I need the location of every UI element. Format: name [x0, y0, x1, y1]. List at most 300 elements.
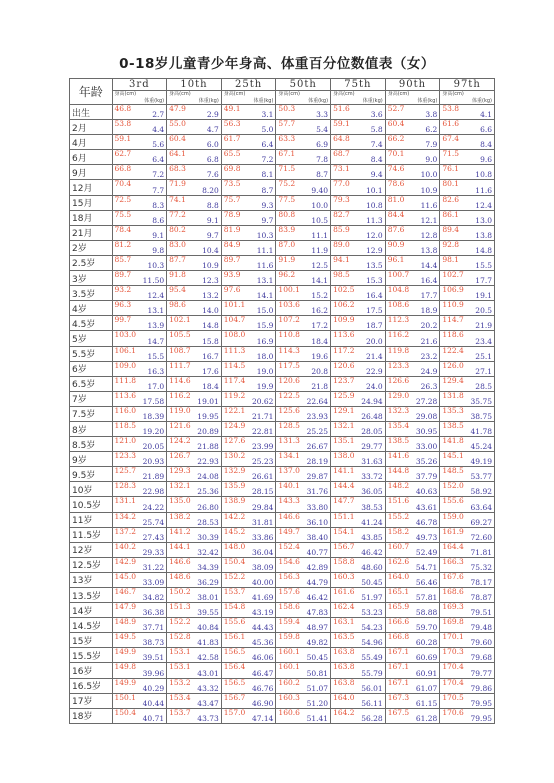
weight-value: 16.3 [147, 366, 165, 376]
weight-value: 78.17 [470, 578, 492, 587]
percentile-cell [221, 512, 276, 527]
age-cell: 出生 [70, 105, 113, 120]
table-row [70, 210, 495, 225]
height-value: 119.0 [169, 406, 191, 415]
percentile-cell [331, 482, 386, 497]
percentile-cell [276, 406, 331, 421]
percentile-cell [276, 105, 331, 120]
weight-value: 34.82 [142, 593, 165, 603]
weight-value: 27.1 [475, 366, 492, 376]
height-value: 108.0 [223, 330, 246, 340]
age-cell: 5岁 [70, 331, 113, 346]
weight-value: 43.47 [197, 698, 219, 708]
height-value: 89.7 [223, 255, 241, 264]
percentile-cell [385, 497, 440, 512]
percentile-cell [276, 708, 331, 723]
percentile-cell [331, 648, 386, 663]
percentile-cell [440, 633, 495, 648]
percentile-cell [331, 331, 386, 346]
percentile-cell [112, 633, 167, 648]
height-value: 166.8 [387, 632, 410, 642]
percentile-cell [331, 693, 386, 708]
weight-value: 28.19 [306, 457, 329, 467]
percentile-cell [440, 165, 495, 180]
percentile-cell [385, 618, 440, 633]
weight-value: 17.7 [475, 276, 492, 286]
percentile-cell [221, 165, 276, 180]
height-value: 114.7 [442, 315, 464, 325]
weight-value: 69.27 [470, 517, 492, 527]
percentile-cell [276, 331, 331, 346]
weight-value: 60.69 [415, 653, 438, 663]
age-cell: 3岁 [70, 271, 113, 286]
height-value: 154.6 [278, 557, 300, 566]
height-value: 153.7 [223, 587, 246, 596]
age-cell: 13.5岁 [70, 588, 113, 603]
height-value: 47.9 [169, 104, 186, 113]
height-value: 125.9 [333, 391, 355, 400]
table-row [70, 467, 495, 482]
height-value: 77.0 [333, 179, 350, 189]
height-value: 89.7 [114, 270, 132, 280]
weight-value: 55.79 [361, 668, 383, 678]
weight-value: 49.82 [306, 638, 329, 648]
height-value: 156.5 [223, 678, 246, 687]
percentile-cell [112, 316, 167, 331]
height-unit-label: 身高(cm) [223, 91, 246, 97]
height-unit-label: 身高(cm) [333, 91, 355, 97]
weight-value: 51.20 [306, 698, 329, 708]
height-value: 65.5 [223, 149, 241, 159]
percentile-cell [221, 255, 276, 270]
weight-value: 19.9 [256, 381, 274, 391]
percentile-cell [385, 406, 440, 421]
weight-value: 21.4 [366, 351, 383, 361]
percentile-cell [276, 240, 331, 255]
percentile-cell [112, 452, 167, 467]
percentile-cell [276, 376, 331, 391]
weight-value: 41.69 [251, 593, 274, 603]
weight-value: 3.6 [370, 110, 383, 120]
weight-value: 8.6 [152, 215, 165, 225]
weight-value: 11.1 [311, 230, 329, 240]
height-value: 61.7 [223, 134, 241, 144]
weight-value: 9.3 [261, 200, 274, 210]
weight-value: 18.4 [202, 381, 219, 391]
height-value: 162.4 [333, 602, 355, 612]
age-cell: 12岁 [70, 542, 113, 557]
weight-value: 3.8 [425, 110, 438, 120]
weight-value: 15.5 [475, 261, 492, 271]
weight-value: 38.75 [470, 411, 492, 421]
weight-value: 17.2 [311, 321, 329, 331]
percentile-cell [221, 588, 276, 603]
weight-value: 40.44 [142, 698, 165, 708]
percentile-cell [331, 557, 386, 572]
percentile-cell [440, 467, 495, 482]
height-value: 144.1 [169, 542, 191, 551]
percentile-cell [276, 467, 331, 482]
height-value: 86.1 [442, 210, 460, 219]
weight-value: 22.93 [197, 457, 219, 467]
height-value: 156.4 [223, 662, 246, 672]
percentile-cell [385, 557, 440, 572]
table-row [70, 135, 495, 150]
weight-unit-label: 体重(kg) [362, 98, 383, 104]
weight-value: 72.60 [470, 532, 492, 542]
height-value: 105.5 [169, 330, 191, 340]
weight-value: 7.8 [316, 155, 329, 165]
height-value: 153.1 [169, 662, 191, 672]
percentile-cell [112, 482, 167, 497]
height-value: 100.7 [387, 270, 410, 280]
weight-value: 8.4 [370, 155, 383, 165]
table-row [70, 376, 495, 391]
table-row [70, 240, 495, 255]
height-value: 147.9 [114, 602, 136, 612]
height-value: 96.1 [387, 255, 405, 264]
height-value: 142.2 [223, 512, 246, 521]
percentile-cell [385, 225, 440, 240]
weight-value: 58.92 [470, 487, 492, 497]
percentile-cell [276, 663, 331, 678]
weight-value: 10.8 [366, 200, 383, 210]
age-cell: 6.5岁 [70, 376, 113, 391]
percentile-cell [167, 482, 222, 497]
weight-value: 59.70 [415, 623, 438, 633]
percentile-cell [112, 678, 167, 693]
height-value: 148.9 [114, 617, 136, 627]
height-value: 158.8 [333, 557, 355, 566]
weight-value: 13.1 [256, 276, 274, 286]
percentile-cell [276, 603, 331, 618]
height-value: 60.4 [387, 119, 405, 129]
height-value: 85.9 [333, 225, 350, 234]
height-value: 161.6 [333, 587, 355, 596]
percentile-cell [440, 421, 495, 436]
percentile-cell [112, 210, 167, 225]
weight-value: 12.4 [147, 291, 165, 301]
percentile-cell [385, 361, 440, 376]
weight-value: 33.80 [306, 502, 329, 512]
height-value: 156.7 [333, 542, 355, 551]
weight-value: 41.83 [197, 638, 219, 648]
unit-subheader-row [70, 91, 495, 105]
percentile-cell [331, 391, 386, 406]
percentile-cell [276, 195, 331, 210]
percentile-cell [167, 618, 222, 633]
percentile-cell [276, 316, 331, 331]
height-value: 153.7 [169, 708, 191, 717]
weight-value: 10.0 [420, 170, 438, 180]
weight-value: 25.23 [251, 457, 274, 467]
percentile-cell [385, 678, 440, 693]
height-value: 130.2 [223, 451, 246, 461]
weight-value: 56.46 [415, 578, 438, 587]
weight-value: 2.9 [206, 110, 219, 120]
table-row [70, 497, 495, 512]
height-value: 153.1 [169, 647, 191, 657]
height-value: 78.6 [387, 179, 405, 189]
height-value: 80.2 [169, 225, 186, 234]
weight-value: 49.19 [470, 457, 492, 467]
height-value: 146.6 [278, 512, 300, 521]
height-value: 80.1 [442, 179, 460, 189]
percentile-cell [167, 452, 222, 467]
percentile-cell [167, 572, 222, 587]
height-value: 53.8 [442, 104, 460, 113]
percentile-cell [221, 105, 276, 120]
height-value: 160.1 [278, 662, 300, 672]
weight-value: 71.81 [470, 547, 492, 557]
weight-value: 8.3 [152, 200, 165, 210]
height-value: 123.3 [114, 451, 136, 461]
percentile-cell [440, 391, 495, 406]
percentile-cell [385, 180, 440, 195]
percentile-cell [385, 572, 440, 587]
height-value: 141.1 [333, 466, 355, 476]
table-row [70, 421, 495, 436]
height-value: 129.1 [333, 406, 355, 415]
height-value: 135.1 [333, 436, 355, 446]
percentile-cell [440, 210, 495, 225]
height-value: 89.0 [333, 240, 350, 249]
percentile-cell [167, 255, 222, 270]
weight-value: 21.9 [475, 321, 492, 331]
percentile-cell [276, 421, 331, 436]
height-value: 110.8 [278, 330, 300, 340]
age-cell: 4岁 [70, 301, 113, 316]
weight-value: 22.98 [142, 487, 165, 497]
height-value: 162.6 [387, 557, 410, 566]
height-value: 165.9 [387, 602, 410, 612]
percentile-cell [440, 618, 495, 633]
percentile-cell [167, 301, 222, 316]
percentile-cell [167, 240, 222, 255]
height-value: 117.5 [278, 361, 300, 370]
height-value: 63.3 [278, 134, 296, 144]
weight-value: 8.20 [202, 185, 219, 195]
weight-value: 79.95 [470, 713, 492, 723]
height-value: 67.4 [442, 134, 460, 144]
percentile-cell [440, 603, 495, 618]
percentile-cell [385, 452, 440, 467]
age-cell: 8岁 [70, 421, 113, 436]
percentile-cell [440, 406, 495, 421]
height-value: 97.6 [223, 285, 241, 295]
age-cell: 4.5岁 [70, 316, 113, 331]
height-value: 160.6 [278, 708, 300, 717]
weight-value: 53.77 [470, 472, 492, 482]
weight-value: 28.15 [251, 487, 274, 497]
weight-value: 13.8 [475, 230, 492, 240]
weight-value: 38.09 [251, 562, 274, 572]
weight-value: 2.7 [152, 110, 165, 120]
height-value: 157.6 [278, 587, 300, 596]
weight-value: 25.74 [142, 517, 165, 527]
percentile-cell [112, 437, 167, 452]
weight-value: 10.8 [475, 170, 492, 180]
percentile-cell [276, 120, 331, 135]
percentile-cell [112, 497, 167, 512]
table-row [70, 527, 495, 542]
percentile-cell [385, 603, 440, 618]
height-value: 160.3 [333, 572, 355, 581]
weight-value: 25.36 [197, 487, 219, 497]
weight-value: 12.8 [420, 230, 438, 240]
weight-value: 20.89 [197, 427, 219, 437]
percentile-cell [440, 437, 495, 452]
height-value: 66.2 [387, 134, 405, 144]
weight-value: 61.07 [415, 683, 438, 693]
weight-value: 10.3 [147, 261, 165, 271]
page-title: 0-18岁儿童青少年身高、体重百分位数值表（女） [119, 56, 435, 72]
height-value: 118.5 [114, 421, 136, 430]
weight-value: 36.04 [251, 547, 274, 557]
weight-value: 35.75 [470, 396, 492, 406]
percentile-cell [221, 331, 276, 346]
table-body [70, 105, 495, 724]
height-value: 77.2 [169, 210, 186, 219]
weight-value: 17.58 [142, 396, 165, 406]
percentile-cell [385, 240, 440, 255]
percentile-cell [167, 467, 222, 482]
percentile-cell [276, 678, 331, 693]
age-cell: 14.5岁 [70, 618, 113, 633]
height-value: 75.7 [223, 195, 241, 204]
height-value: 156.1 [223, 632, 246, 642]
percentile-cell [276, 588, 331, 603]
percentile-cell [221, 482, 276, 497]
percentile-cell [112, 240, 167, 255]
table-row [70, 618, 495, 633]
height-value: 132.9 [223, 466, 246, 476]
weight-value: 47.83 [306, 608, 329, 618]
height-value: 157.0 [223, 708, 246, 717]
percentile-cell [112, 301, 167, 316]
age-cell: 6岁 [70, 361, 113, 376]
weight-value: 11.9 [311, 245, 329, 255]
height-value: 95.4 [169, 285, 186, 295]
weight-value: 18.0 [256, 351, 274, 361]
weight-unit-label: 体重(kg) [472, 98, 492, 104]
weight-value: 46.90 [251, 698, 274, 708]
weight-value: 79.48 [470, 623, 492, 633]
height-value: 98.5 [333, 270, 350, 280]
percentile-cell [221, 135, 276, 150]
weight-value: 10.3 [256, 230, 274, 240]
weight-value: 43.73 [197, 713, 219, 723]
weight-value: 16.4 [420, 276, 438, 286]
table-row [70, 255, 495, 270]
percentile-cell [112, 603, 167, 618]
weight-value: 12.3 [202, 276, 219, 286]
percentile-cell [331, 150, 386, 165]
weight-value: 20.2 [420, 321, 438, 331]
percentile-cell [440, 105, 495, 120]
table-row [70, 452, 495, 467]
weight-value: 46.42 [361, 547, 383, 557]
weight-value: 36.05 [361, 487, 383, 497]
percentile-cell [440, 693, 495, 708]
height-value: 158.2 [387, 527, 410, 536]
percentile-cell [440, 542, 495, 557]
age-cell: 15.5岁 [70, 648, 113, 663]
height-value: 131.1 [114, 496, 136, 506]
height-value: 148.5 [442, 466, 464, 476]
percentile-cell [276, 482, 331, 497]
weight-value: 60.91 [415, 668, 438, 678]
percentile-cell [276, 618, 331, 633]
percentile-cell [167, 210, 222, 225]
height-value: 151.1 [333, 512, 355, 521]
weight-value: 19.01 [197, 396, 219, 406]
table-row [70, 225, 495, 240]
percentile-cell [221, 180, 276, 195]
height-value: 90.9 [387, 240, 405, 249]
weight-value: 18.39 [142, 411, 165, 421]
percentile-cell [112, 361, 167, 376]
height-value: 71.5 [278, 164, 296, 174]
percentile-cell [112, 180, 167, 195]
percentile-cell [385, 527, 440, 542]
weight-value: 26.67 [306, 442, 329, 452]
height-value: 145.1 [442, 451, 464, 461]
weight-value: 11.6 [475, 185, 492, 195]
percentile-cell [385, 271, 440, 286]
weight-value: 33.09 [142, 578, 165, 587]
height-value: 151.6 [387, 496, 410, 506]
height-value: 132.3 [387, 406, 410, 415]
percentile-cell [167, 331, 222, 346]
height-value: 152.8 [169, 632, 191, 642]
weight-value: 5.8 [370, 125, 383, 135]
height-value: 93.9 [223, 270, 241, 280]
percentile-cell [440, 708, 495, 723]
percentile-header: 75th [331, 79, 386, 91]
height-value: 120.6 [333, 361, 355, 370]
percentile-cell [221, 663, 276, 678]
age-cell: 17岁 [70, 693, 113, 708]
percentile-cell [167, 437, 222, 452]
weight-value: 35.26 [415, 457, 438, 467]
table-row [70, 301, 495, 316]
height-value: 51.6 [333, 104, 350, 113]
weight-value: 6.2 [425, 125, 438, 135]
table-header [70, 79, 495, 105]
height-value: 108.6 [387, 300, 410, 310]
percentile-cell [167, 588, 222, 603]
weight-value: 19.1 [475, 291, 492, 301]
weight-value: 10.9 [202, 261, 219, 271]
weight-value: 12.4 [475, 200, 492, 210]
height-value: 170.4 [442, 678, 464, 687]
weight-value: 18.4 [311, 336, 329, 346]
height-value: 167.3 [387, 693, 410, 702]
weight-value: 14.8 [475, 245, 492, 255]
height-value: 132.1 [333, 421, 355, 430]
percentile-cell [276, 286, 331, 301]
height-value: 81.9 [223, 225, 241, 234]
weight-value: 54.71 [415, 562, 438, 572]
weight-value: 9.1 [206, 215, 219, 225]
weight-value: 27.28 [415, 396, 438, 406]
height-value: 107.2 [278, 315, 300, 325]
table-row [70, 588, 495, 603]
percentile-header: 97th [440, 79, 495, 91]
weight-value: 33.00 [415, 442, 438, 452]
percentile-cell [221, 678, 276, 693]
